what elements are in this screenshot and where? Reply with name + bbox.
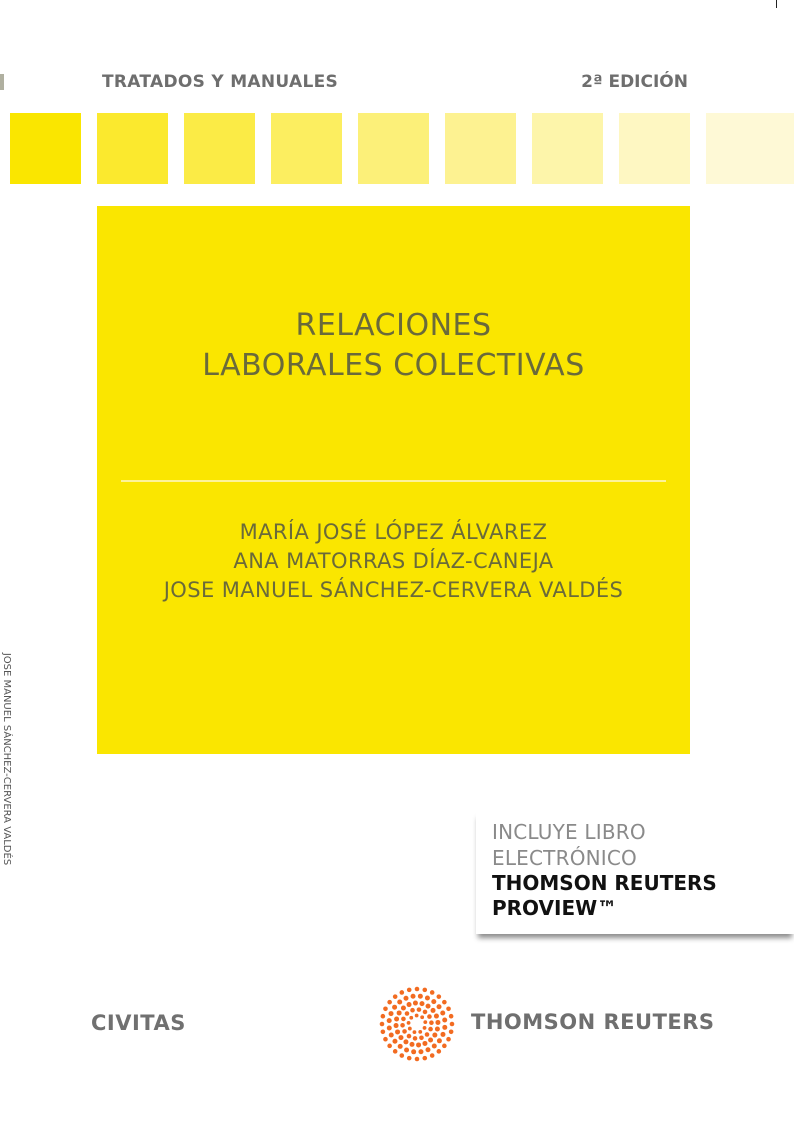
logo-dot	[423, 1020, 427, 1024]
logo-dot	[381, 1014, 386, 1019]
logo-dot	[442, 1044, 447, 1049]
logo-dot	[409, 1016, 413, 1020]
logo-dot	[425, 996, 430, 1001]
logo-dot	[416, 1042, 421, 1047]
logo-dot	[411, 994, 416, 999]
publisher-name: THOMSON REUTERS	[471, 1010, 715, 1034]
logo-dot	[404, 1047, 409, 1052]
logo-dot	[387, 1025, 392, 1030]
logo-dot	[446, 1007, 451, 1012]
logo-dot	[425, 1032, 430, 1037]
swatch	[271, 113, 342, 184]
logo-dot	[423, 1010, 428, 1015]
logo-dot	[413, 1030, 417, 1034]
proview-brand-2: PROVIEW™	[492, 896, 618, 920]
logo-dot	[394, 1017, 399, 1022]
logo-dot	[401, 1017, 406, 1022]
series-label: TRATADOS Y MANUALES	[102, 72, 339, 92]
logo-dot	[434, 1014, 439, 1019]
author-name: MARÍA JOSÉ LÓPEZ ÁLVAREZ	[239, 520, 548, 544]
logo-dot	[381, 1029, 386, 1034]
logo-dot	[420, 1015, 424, 1019]
logo-dot	[437, 1049, 442, 1054]
swatch	[706, 113, 794, 184]
logo-dot	[415, 987, 420, 992]
logo-dot	[442, 1000, 447, 1005]
logo-dot	[407, 1002, 412, 1007]
logo-dot	[446, 1037, 451, 1042]
author-name: ANA MATORRAS DÍAZ-CANEJA	[233, 549, 554, 573]
logo-dot	[422, 1056, 427, 1061]
logo-dot	[404, 996, 409, 1001]
logo-dot	[423, 1026, 427, 1030]
logo-dot	[437, 1038, 442, 1043]
logo-dot	[394, 1023, 399, 1028]
logo-dot	[398, 1035, 403, 1040]
logo-dot	[411, 1049, 416, 1054]
logo-dot	[415, 1014, 419, 1018]
logo-dot	[405, 1011, 410, 1016]
logo-dot	[387, 1018, 392, 1023]
swatch	[97, 113, 168, 184]
logo-dot	[430, 990, 435, 995]
swatch	[445, 113, 516, 184]
imprint-name: CIVITAS	[91, 1011, 186, 1035]
swatch	[619, 113, 690, 184]
logo-dot	[400, 1023, 405, 1028]
logo-dot	[428, 1027, 433, 1032]
logo-dot	[418, 994, 423, 999]
logo-dot	[431, 1008, 436, 1013]
book-title-line-1: RELACIONES	[295, 308, 492, 343]
logo-dot	[415, 1057, 420, 1062]
logo-dot	[440, 1032, 445, 1037]
logo-dot	[442, 1018, 447, 1023]
logo-dot	[400, 990, 405, 995]
color-swatch-strip	[10, 113, 794, 184]
book-title	[97, 306, 690, 386]
logo-dot	[418, 1030, 422, 1034]
logo-dot	[428, 1038, 433, 1043]
logo-dot	[398, 1044, 403, 1049]
logo-dot	[432, 1033, 437, 1038]
logo-dot	[450, 1022, 455, 1027]
logo-dot	[392, 1039, 397, 1044]
logo-dot	[410, 1042, 415, 1047]
author-name: JOSE MANUEL SÁNCHEZ-CERVERA VALDÉS	[163, 578, 624, 602]
logo-dot	[395, 1029, 400, 1034]
logo-dot	[437, 994, 442, 999]
logo-dot	[435, 1026, 440, 1031]
logo-dot	[407, 988, 412, 993]
book-title-line-2: LABORALES COLECTIVAS	[202, 348, 585, 383]
logo-dot	[431, 999, 436, 1004]
logo-dot	[393, 994, 398, 999]
swatch	[184, 113, 255, 184]
logo-dot	[383, 1037, 388, 1042]
logo-dot	[419, 1001, 424, 1006]
logo-dot	[392, 1005, 397, 1010]
logo-dot	[407, 1021, 411, 1025]
proview-brand-1: THOMSON REUTERS	[492, 871, 717, 895]
logo-dot	[383, 1007, 388, 1012]
proview-line-1: INCLUYE LIBRO	[492, 820, 646, 844]
logo-dot	[402, 1029, 407, 1034]
logo-dot	[410, 1008, 415, 1013]
logo-dot	[422, 1041, 427, 1046]
logo-dot	[397, 999, 402, 1004]
logo-dot	[429, 1020, 434, 1025]
logo-dot	[393, 1049, 398, 1054]
logo-dot	[407, 1056, 412, 1061]
logo-dot	[389, 1011, 394, 1016]
edge-mark	[0, 74, 4, 90]
logo-dot	[413, 1036, 418, 1041]
swatch	[10, 113, 81, 184]
logo-dot	[418, 1049, 423, 1054]
logo-dot	[449, 1014, 454, 1019]
logo-dot	[413, 1001, 418, 1006]
logo-dot	[387, 1044, 392, 1049]
spine-text: JOSE MANUEL SÁNCHEZ-CERVERA VALDÉS	[1, 652, 12, 866]
logo-dot	[426, 1004, 431, 1009]
edition-label: 2ª EDICIÓN	[581, 72, 688, 92]
crop-mark	[776, 0, 777, 8]
logo-dot	[422, 988, 427, 993]
logo-dot	[440, 1011, 445, 1016]
proview-line-2: ELECTRÓNICO	[492, 846, 638, 870]
logo-dot	[442, 1025, 447, 1030]
logo-dot	[432, 1044, 437, 1049]
logo-dot	[380, 1022, 385, 1027]
thomson-reuters-logo-icon	[378, 985, 456, 1063]
title-panel	[97, 206, 690, 754]
logo-dot	[435, 1020, 440, 1025]
logo-dot	[408, 1027, 412, 1031]
swatch	[358, 113, 429, 184]
logo-dot	[417, 1007, 422, 1012]
title-divider	[121, 480, 666, 482]
logo-dot	[437, 1004, 442, 1009]
logo-dot	[387, 1000, 392, 1005]
logo-dot	[449, 1029, 454, 1034]
logo-dot	[403, 1039, 408, 1044]
swatch	[532, 113, 603, 184]
logo-dot	[389, 1033, 394, 1038]
logo-dot	[401, 1005, 406, 1010]
logo-dot	[400, 1053, 405, 1058]
author-list	[97, 518, 690, 605]
logo-dot	[427, 1014, 432, 1019]
logo-dot	[430, 1053, 435, 1058]
proview-badge	[476, 810, 794, 934]
logo-dot	[419, 1035, 424, 1040]
logo-dot	[426, 1047, 431, 1052]
logo-dot	[397, 1010, 402, 1015]
logo-dot	[407, 1034, 412, 1039]
